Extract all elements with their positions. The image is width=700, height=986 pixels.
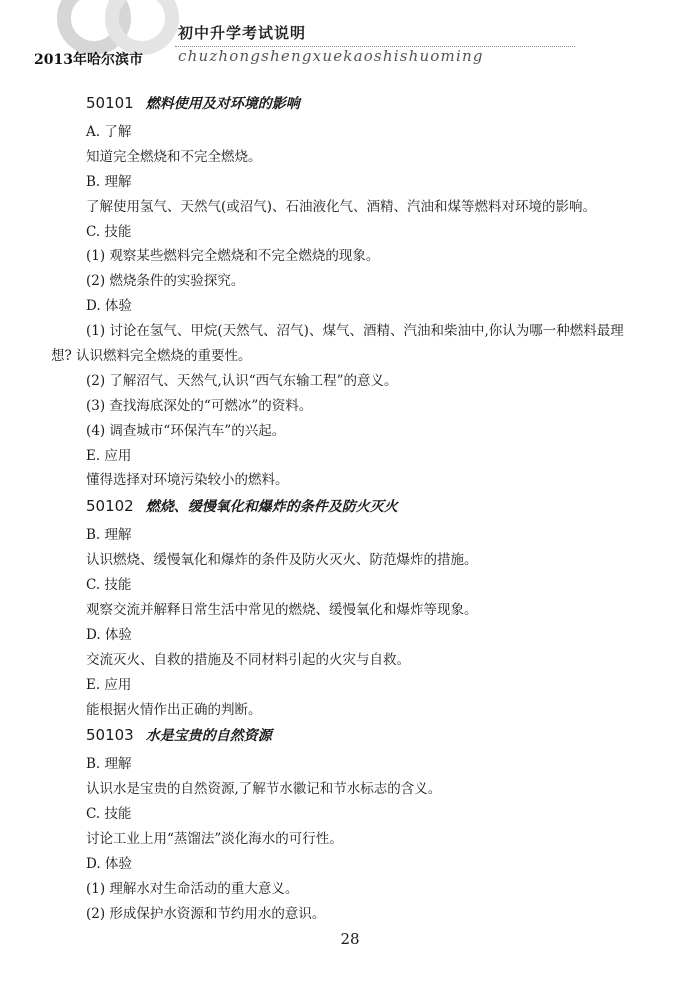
- level-label: B. 理解: [86, 756, 132, 773]
- section-heading: [86, 493, 616, 519]
- level-label: D. 体验: [86, 626, 132, 643]
- level-label: B. 理解: [86, 173, 132, 190]
- section-heading: [86, 90, 616, 116]
- section-50101: [51, 90, 624, 493]
- header-pinyin: chuzhongshengxuekaoshishuoming: [178, 47, 484, 65]
- text-line: (2) 燃烧条件的实验探究。: [86, 273, 245, 290]
- text-line: 交流灭火、自救的措施及不同材料引起的火灾与自救。: [86, 651, 410, 668]
- text-line-continuation: 想? 认识燃料完全燃烧的重要性。: [51, 348, 252, 365]
- text-line: (3) 查找海底深处的“可燃冰”的资料。: [86, 397, 313, 414]
- level-label: E. 应用: [86, 676, 132, 693]
- text-line: 知道完全燃烧和不完全燃烧。: [86, 148, 262, 165]
- text-line: 懂得选择对环境污染较小的燃料。: [86, 472, 289, 489]
- text-line: 认识燃烧、缓慢氧化和爆炸的条件及防火灭火、防范爆炸的措施。: [86, 552, 478, 569]
- level-label: E. 应用: [86, 447, 132, 464]
- main-content: [51, 90, 624, 927]
- text-line: (2) 形成保护水资源和节约用水的意识。: [86, 905, 326, 922]
- level-label: D. 体验: [86, 298, 132, 315]
- text-line: 能根据火情作出正确的判断。: [86, 701, 262, 718]
- text-line: (2) 了解沼气、天然气,认识“西气东输工程”的意义。: [86, 372, 398, 389]
- text-line: 了解使用氢气、天然气(或沼气)、石油液化气、酒精、汽油和煤等燃料对环境的影响。: [86, 198, 597, 215]
- section-code: 50103: [86, 726, 134, 745]
- text-line: 观察交流并解释日常生活中常见的燃烧、缓慢氧化和爆炸等现象。: [86, 602, 478, 619]
- page-number: 28: [340, 930, 360, 948]
- text-line: 讨论工业上用“蒸馏法”淡化海水的可行性。: [86, 831, 343, 848]
- level-label: A. 了解: [86, 124, 132, 140]
- text-line: 认识水是宝贵的自然资源,了解节水徽记和节水标志的含义。: [86, 781, 442, 798]
- text-line: (1) 理解水对生命活动的重大意义。: [86, 880, 299, 897]
- header-title: 初中升学考试说明: [178, 24, 307, 42]
- text-line: (1) 观察某些燃料完全燃烧和不完全燃烧的现象。: [86, 248, 380, 265]
- text-line: (4) 调查城市“环保汽车”的兴起。: [86, 422, 286, 439]
- section-title: 水是宝贵的自然资源: [145, 728, 272, 745]
- section-50103: [86, 722, 616, 926]
- section-50102: [86, 493, 616, 722]
- level-label: C. 技能: [86, 577, 132, 594]
- section-heading: [86, 722, 616, 748]
- section-title: 燃烧、缓慢氧化和爆炸的条件及防火灭火: [145, 499, 398, 516]
- level-label: C. 技能: [86, 223, 132, 240]
- level-label: C. 技能: [86, 806, 132, 823]
- level-label: B. 理解: [86, 527, 132, 544]
- text-line: (1) 讨论在氢气、甲烷(天然气、沼气)、煤气、酒精、汽油和柴油中,你认为哪一种燃料最理: [86, 323, 624, 340]
- level-label: D. 体验: [86, 856, 132, 873]
- section-code: 50101: [86, 94, 134, 112]
- section-code: 50102: [86, 497, 134, 516]
- header-year-city: 2013年哈尔滨市: [34, 52, 143, 68]
- section-title: 燃料使用及对环境的影响: [145, 96, 300, 112]
